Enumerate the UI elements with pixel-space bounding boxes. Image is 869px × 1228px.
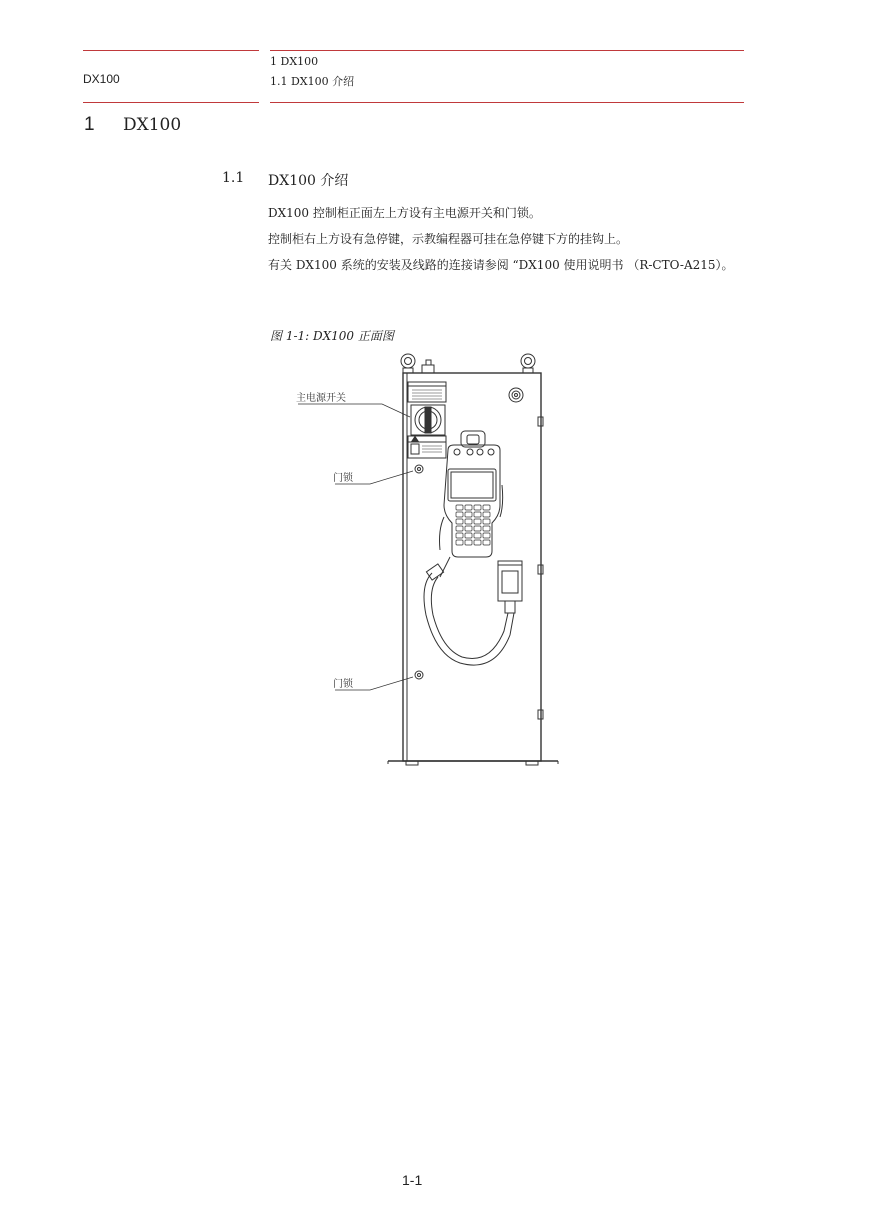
door-lock-top-icon bbox=[415, 465, 423, 473]
heading2-number: 1.1 bbox=[222, 170, 245, 186]
door-lock-bottom-icon bbox=[415, 671, 423, 679]
paragraph-1: DX100 控制柜正面左上方设有主电源开关和门锁。 bbox=[268, 206, 541, 220]
lifting-eye-right bbox=[521, 354, 535, 373]
paragraph-2: 控制柜右上方设有急停键，示教编程器可挂在急停键下方的挂钩上。 bbox=[268, 232, 629, 246]
heading1-number: 1 bbox=[84, 114, 95, 135]
header-section: 1.1 DX100 介绍 bbox=[270, 75, 355, 88]
heading1-title: DX100 bbox=[123, 115, 182, 135]
dx100-front-view-figure bbox=[270, 345, 570, 770]
header-rule-top-right bbox=[270, 50, 744, 51]
header-chapter: 1 DX100 bbox=[270, 55, 319, 68]
paragraph-3: 有关 DX100 系统的安装及线路的连接请参阅 “DX100 使用说明书 （R-CTO-A215）。 bbox=[268, 258, 734, 272]
figure-caption: 图 1-1: DX100 正面图 bbox=[270, 329, 394, 343]
label-main-power-switch: 主电源开关 bbox=[296, 393, 346, 404]
label-door-lock-top: 门锁 bbox=[333, 473, 353, 484]
emergency-stop-icon bbox=[509, 388, 523, 402]
teach-pendant-icon bbox=[440, 431, 503, 557]
header-rule-bottom-right bbox=[270, 102, 744, 103]
label-door-lock-bottom: 门锁 bbox=[333, 679, 353, 690]
pendant-cable bbox=[424, 557, 514, 665]
lifting-eye-left bbox=[401, 354, 415, 373]
header-rule-bottom-left bbox=[83, 102, 259, 103]
cable-connector-icon bbox=[498, 561, 522, 613]
page-number: 1-1 bbox=[402, 1172, 423, 1188]
header-product: DX100 bbox=[83, 72, 120, 86]
main-power-switch-icon bbox=[411, 405, 445, 435]
heading2-title: DX100 介绍 bbox=[268, 173, 349, 189]
header-rule-top-left bbox=[83, 50, 259, 51]
